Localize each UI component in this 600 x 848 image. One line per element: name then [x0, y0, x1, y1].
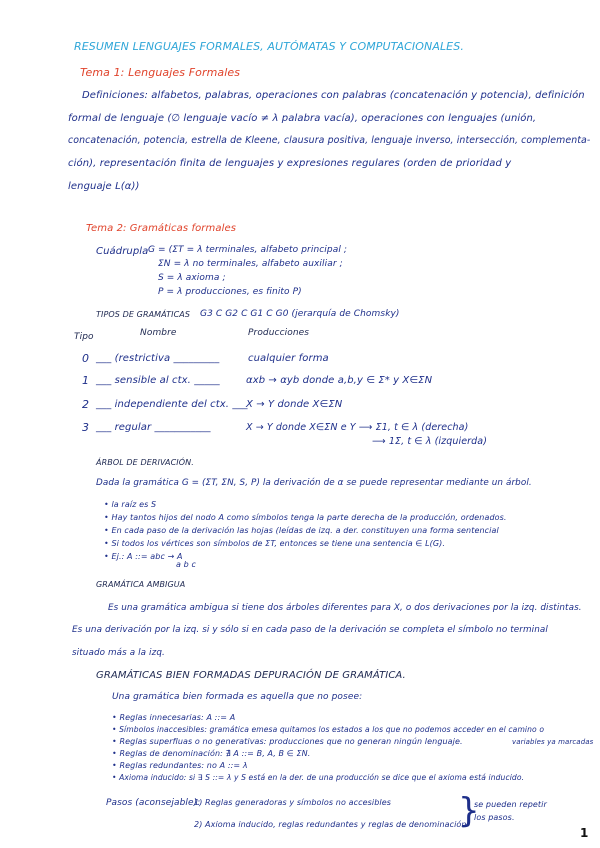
tipo-nombre: ___ sensible al ctx. _____: [96, 375, 220, 386]
bien-bullet: • Reglas innecesarias: A ::= A: [112, 713, 236, 722]
bien-bullet: • Axioma inducido: si ∃ S ::= λ y S está en la der. de una producción se dice que el axioma está inducido.: [112, 773, 525, 782]
bien-heading: GRAMÁTICAS BIEN FORMADAS DEPURACIÓN DE GRAMÁTICA.: [96, 670, 406, 681]
bien-bullet: • Reglas de denominación: ∄ A ::= B, A, B ∈ ΣN.: [112, 749, 311, 758]
paso-item: 2) Axioma inducido, reglas redundantes y reglas de denominación: [194, 820, 467, 829]
arbol-bullet: • Hay tantos hijos del nodo A como símbolos tenga la parte derecha de la producción, ordenados.: [104, 513, 507, 522]
tipos-heading: TIPOS DE GRAMÁTICAS: [96, 310, 191, 319]
brace-icon: }: [458, 791, 480, 831]
bien-bullet: • Reglas redundantes: no A ::= λ: [112, 761, 248, 770]
page-number: 1: [580, 826, 589, 840]
ambigua-line: Es una derivación por la izq. si y sólo si en cada paso de la derivación se completa el símbolo no terminal: [72, 625, 548, 635]
brace-note: los pasos.: [474, 813, 515, 822]
tipo-producciones-extra: ⟶ 1Σ, t ∈ λ (izquierda): [372, 436, 488, 447]
tipo-number: 2: [82, 398, 90, 411]
cuadrupla-line: G = (ΣT = λ terminales, alfabeto principal ;: [148, 245, 348, 255]
arbol-heading: ÁRBOL DE DERIVACIÓN.: [96, 458, 194, 467]
tipo-producciones: αxb → αyb donde a,b,y ∈ Σ* y X∈ΣN: [246, 375, 433, 386]
arbol-intro: Dada la gramática G = (ΣT, ΣN, S, P) la derivación de α se puede representar mediante un árbol.: [96, 478, 532, 488]
tema1-heading: Tema 1: Lenguajes Formales: [80, 66, 241, 79]
pasos-label: Pasos (aconsejable):: [106, 798, 201, 808]
cuadrupla-label: Cuádrupla: [96, 246, 149, 257]
bien-bullet: • Reglas superfluas o no generativas: producciones que no generan ningún lenguaje.: [112, 737, 463, 746]
cuadrupla-line: P = λ producciones, es finito P): [158, 287, 302, 297]
ambigua-line: situado más a la izq.: [72, 648, 165, 658]
tipo-number: 1: [82, 374, 90, 387]
cuadrupla-line: S = λ axioma ;: [158, 273, 226, 283]
cuadrupla-line: ΣN = λ no terminales, alfabeto auxiliar ;: [158, 259, 343, 269]
bien-bullet: • Símbolos inaccesibles: gramática emesa quitamos los estados a los que no podemos acceder en el camino o: [112, 725, 545, 734]
tipo-nombre: ___ (restrictiva _________: [96, 353, 220, 364]
tipo-producciones: X → Y donde X∈ΣN e Y ⟶ Σ1, t ∈ λ (derecha): [246, 422, 469, 433]
bien-intro: Una gramática bien formada es aquella que no posee:: [112, 692, 363, 702]
tipos-chain: G3 C G2 C G1 C G0 (jerarquía de Chomsky): [200, 309, 400, 319]
ambigua-line: Es una gramática ambigua si tiene dos árboles diferentes para X, o dos derivaciones por la izq. distintas.: [108, 603, 582, 613]
col-tipo: Tipo: [74, 332, 94, 342]
arbol-bullet: • Ej.: A ::= abc → A: [104, 552, 183, 561]
bien-side-note: variables ya marcadas: [512, 738, 594, 746]
arbol-bullet: • En cada paso de la derivación las hojas (leídas de izq. a der. constituyen una forma sentencial: [104, 526, 499, 535]
brace-note: se pueden repetir: [474, 800, 547, 809]
tipo-nombre: ___ independiente del ctx. ___: [96, 399, 248, 410]
tema1-line: lenguaje L(α)): [68, 181, 140, 192]
tema1-line: concatenación, potencia, estrella de Kleene, clausura positiva, lenguaje inverso, intersección, complementa-: [68, 135, 591, 146]
arbol-bullet: • Si todos los vértices son símbolos de ΣT, entonces se tiene una sentencia ∈ L(G).: [104, 539, 446, 548]
arbol-bullet: • la raíz es S: [104, 500, 157, 509]
page-title: RESUMEN LENGUAJES FORMALES, AUTÓMATAS Y COMPUTACIONALES.: [74, 40, 464, 53]
tema1-line: ción), representación finita de lenguajes y expresiones regulares (orden de prioridad y: [68, 158, 512, 169]
tema2-heading: Tema 2: Gramáticas formales: [86, 223, 237, 234]
paso-item: 1) Reglas generadoras y símbolos no accesibles: [194, 798, 391, 807]
tipo-producciones: cualquier forma: [248, 353, 329, 364]
arbol-tree-leaves: a b c: [176, 560, 196, 569]
tema1-line: Definiciones: alfabetos, palabras, operaciones con palabras (concatenación y potencia), definición: [82, 90, 585, 101]
col-nombre: Nombre: [140, 328, 177, 338]
tema1-line: formal de lenguaje (∅ lenguaje vacío ≠ λ palabra vacía), operaciones con lenguajes (unión,: [68, 113, 537, 124]
ambigua-heading: GRAMÁTICA AMBIGUA: [96, 580, 186, 589]
tipo-number: 0: [82, 352, 90, 365]
tipo-nombre: ___ regular ___________: [96, 422, 211, 433]
tipo-producciones: X → Y donde X∈ΣN: [246, 399, 343, 410]
tipo-number: 3: [82, 421, 90, 434]
col-producciones: Producciones: [248, 328, 310, 338]
